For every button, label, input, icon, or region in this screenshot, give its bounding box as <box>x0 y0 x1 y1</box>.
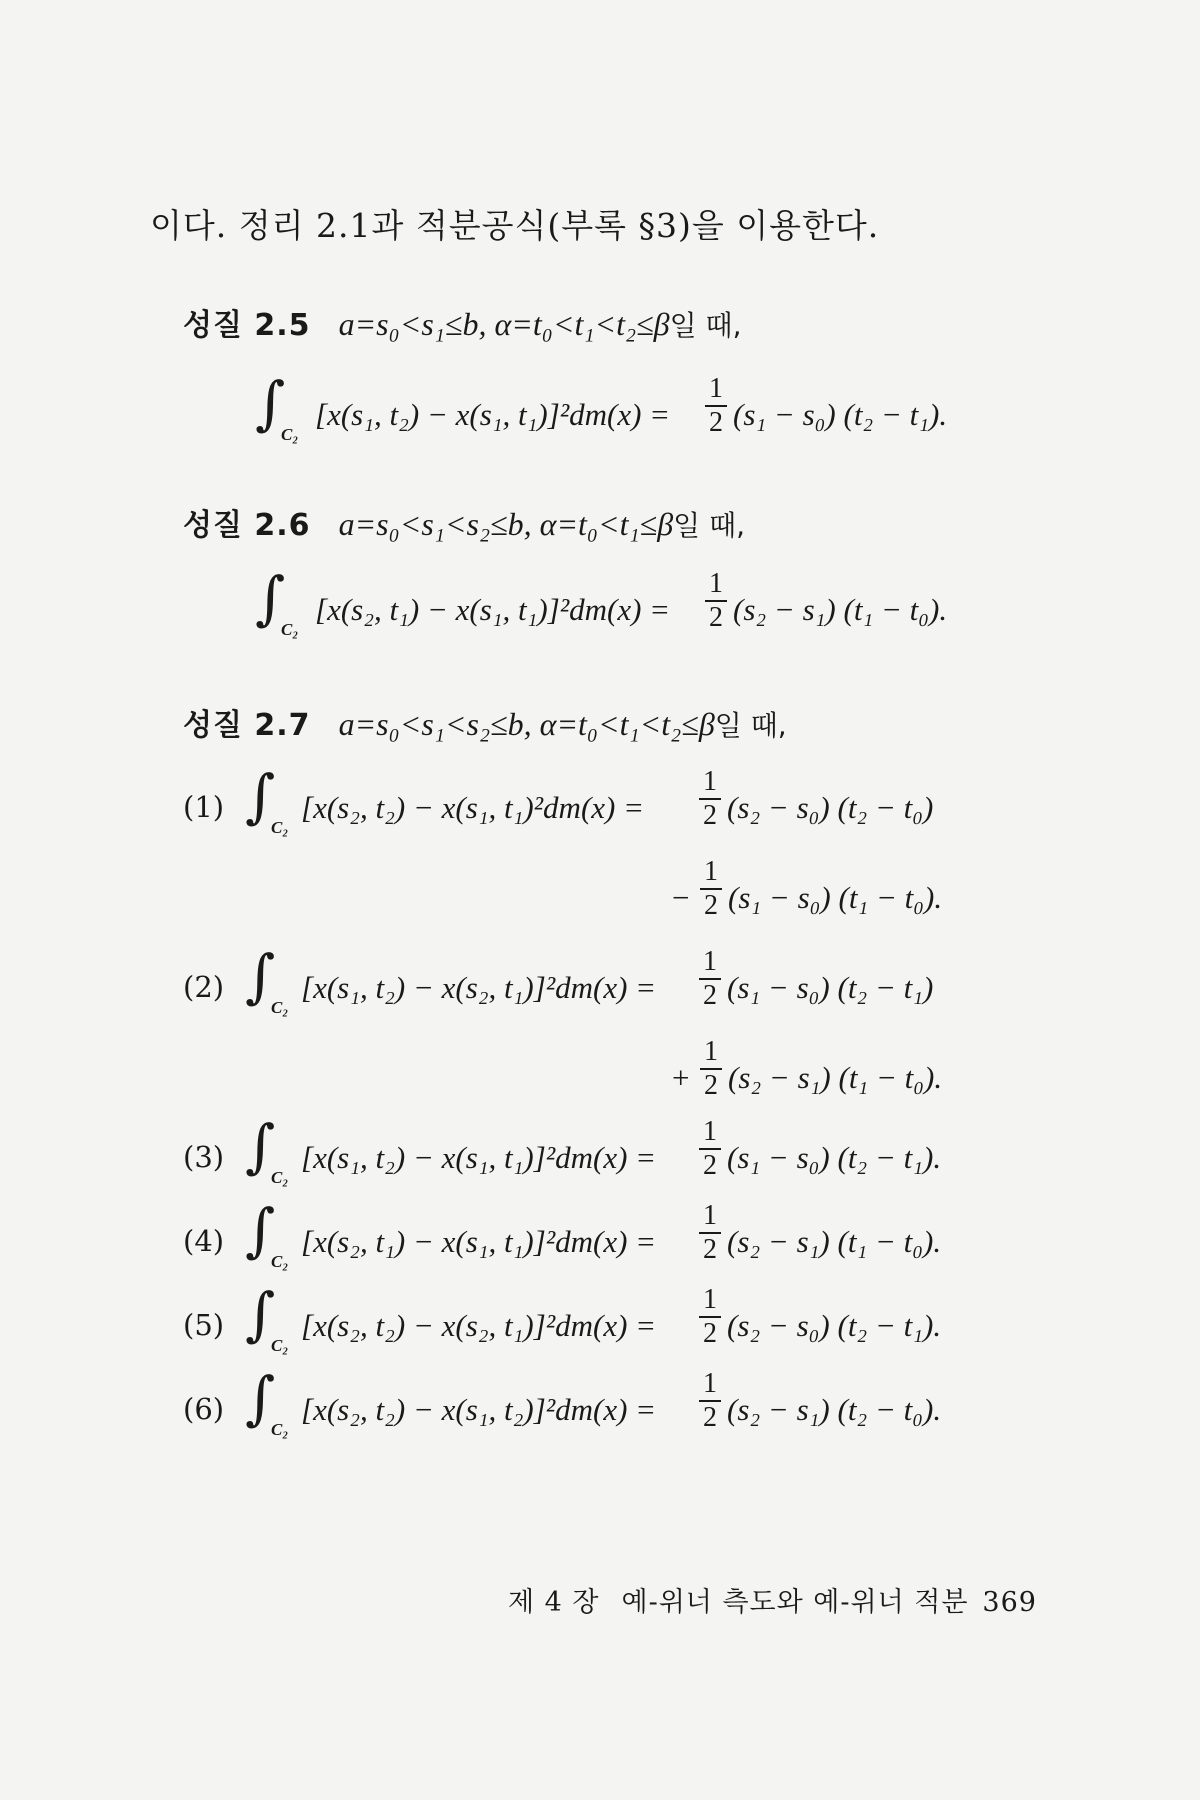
property-tail: 일 때, <box>669 309 742 342</box>
fraction-half <box>705 375 727 437</box>
intro-text: 이다. 정리 2.1과 적분공식(부록 §3)을 이용한다. <box>150 206 880 245</box>
fraction-numerator: 1 <box>703 1284 717 1315</box>
equation-rest: (s₂ − s₁) (t₁ − t₀). <box>733 592 948 627</box>
fraction-denominator: 2 <box>703 1234 717 1265</box>
property-label: 성질 2.7 <box>183 708 311 743</box>
property-2-5 <box>183 300 742 344</box>
integral-subscript: C₂ <box>281 425 299 444</box>
fraction-half <box>699 1370 721 1432</box>
property-2-7 <box>183 700 787 744</box>
fraction-numerator: 1 <box>709 568 723 599</box>
integral-subscript: C₂ <box>271 1252 289 1271</box>
fraction-half <box>699 1118 721 1180</box>
integral-sign: ∫ <box>245 1196 276 1264</box>
fraction-denominator: 2 <box>703 980 717 1011</box>
integral-sign: ∫ <box>245 1112 276 1180</box>
fraction-numerator: 1 <box>704 1036 718 1067</box>
fraction-denominator: 2 <box>703 1150 717 1181</box>
integral-subscript: C₂ <box>271 1420 289 1439</box>
fraction-numerator: 1 <box>709 373 723 404</box>
footer-title: 예-위너 측도와 예-위너 적분 <box>621 1587 969 1618</box>
integral-subscript: C₂ <box>281 620 299 639</box>
fraction-numerator: 1 <box>703 1200 717 1231</box>
equation-rest: (s₁ − s₀) (t₂ − t₁). <box>733 397 948 432</box>
equation-body: [x(s₂, t₂) − x(s₁, t₂)]²dm(x) = <box>301 1392 657 1427</box>
equation-number: (2) <box>183 970 225 1004</box>
equation-rest: (s₂ − s₁) (t₁ − t₀). <box>727 1224 942 1259</box>
integral-sign: ∫ <box>245 942 276 1010</box>
integral-sign: ∫ <box>245 1364 276 1432</box>
continuation-rest: (s₁ − s₀) (t₁ − t₀). <box>728 880 943 915</box>
property-2-6 <box>183 500 745 544</box>
fraction-denominator: 2 <box>709 407 723 438</box>
integral-subscript: C₂ <box>271 818 289 837</box>
page-footer <box>508 1580 1037 1619</box>
equation-body: [x(s₂, t₂) − x(s₁, t₁)²dm(x) = <box>301 790 645 825</box>
continuation-rest: (s₂ − s₁) (t₁ − t₀). <box>728 1060 943 1095</box>
property-condition: a=s₀<s₁<s₂≤b, α=t₀<t₁<t₂≤β <box>338 706 715 742</box>
fraction-numerator: 1 <box>703 766 717 797</box>
integral-subscript: C₂ <box>271 1336 289 1355</box>
equation-rest: (s₂ − s₁) (t₂ − t₀). <box>727 1392 942 1427</box>
equation-body: [x(s₁, t₂) − x(s₁, t₁)]²dm(x) = <box>315 397 671 432</box>
fraction-numerator: 1 <box>703 1116 717 1147</box>
equation-number: (5) <box>183 1308 225 1342</box>
footer-chapter: 제 4 장 <box>508 1587 600 1618</box>
fraction-denominator: 2 <box>704 890 718 921</box>
property-label: 성질 2.5 <box>183 308 311 343</box>
fraction-denominator: 2 <box>703 1318 717 1349</box>
fraction-half <box>699 948 721 1010</box>
fraction-half <box>699 768 721 830</box>
integral-subscript: C₂ <box>271 1168 289 1187</box>
property-label: 성질 2.6 <box>183 508 311 543</box>
equation-number: (1) <box>183 790 225 824</box>
fraction-half <box>700 858 722 920</box>
equation-number: (4) <box>183 1224 225 1258</box>
equation-body: [x(s₂, t₁) − x(s₁, t₁)]²dm(x) = <box>315 592 671 627</box>
fraction-half <box>699 1286 721 1348</box>
continuation-sign: + <box>670 1060 691 1095</box>
fraction-numerator: 1 <box>704 856 718 887</box>
equation-rest: (s₁ − s₀) (t₂ − t₁). <box>727 1140 942 1175</box>
equation-body: [x(s₂, t₁) − x(s₁, t₁)]²dm(x) = <box>301 1224 657 1259</box>
fraction-half <box>699 1202 721 1264</box>
property-condition: a=s₀<s₁≤b, α=t₀<t₁<t₂≤β <box>338 306 670 342</box>
integral-sign: ∫ <box>255 369 286 437</box>
property-condition: a=s₀<s₁<s₂≤b, α=t₀<t₁≤β <box>338 506 674 542</box>
integral-sign: ∫ <box>245 762 276 830</box>
fraction-denominator: 2 <box>703 1402 717 1433</box>
integral-sign: ∫ <box>245 1280 276 1348</box>
fraction-half <box>700 1038 722 1100</box>
integral-sign: ∫ <box>255 564 286 632</box>
integral-subscript: C₂ <box>271 998 289 1017</box>
fraction-half <box>705 570 727 632</box>
equation-rest: (s₂ − s₀) (t₂ − t₀) <box>727 790 934 825</box>
equation-number: (6) <box>183 1392 225 1426</box>
fraction-denominator: 2 <box>704 1070 718 1101</box>
equation-body: [x(s₁, t₂) − x(s₁, t₁)]²dm(x) = <box>301 1140 657 1175</box>
page-number: 369 <box>982 1587 1037 1618</box>
equation-body: [x(s₁, t₂) − x(s₂, t₁)]²dm(x) = <box>301 970 657 1005</box>
fraction-numerator: 1 <box>703 1368 717 1399</box>
property-tail: 일 때, <box>673 509 746 542</box>
equation-rest: (s₁ − s₀) (t₂ − t₁) <box>727 970 934 1005</box>
continuation-sign: − <box>670 880 691 915</box>
property-tail: 일 때, <box>714 709 787 742</box>
fraction-numerator: 1 <box>703 946 717 977</box>
fraction-denominator: 2 <box>709 602 723 633</box>
equation-rest: (s₂ − s₀) (t₂ − t₁). <box>727 1308 942 1343</box>
equation-body: [x(s₂, t₂) − x(s₂, t₁)]²dm(x) = <box>301 1308 657 1343</box>
equation-number: (3) <box>183 1140 225 1174</box>
fraction-denominator: 2 <box>703 800 717 831</box>
